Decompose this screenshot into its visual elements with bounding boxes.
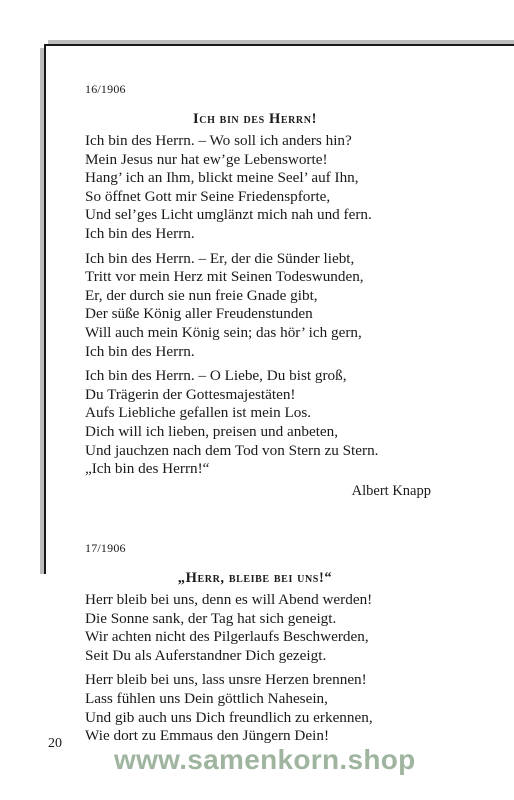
poem-1-stanza-1 — [85, 132, 425, 244]
poem-line: Ich bin des Herrn. — [85, 224, 195, 242]
poem-1-title: Ich bin des Herrn! — [193, 111, 317, 127]
poem-line: Ich bin des Herrn. — [85, 342, 195, 360]
poem-2-title: „Herr, bleibe bei uns!“ — [177, 570, 333, 586]
poem-1-number: 16/1906 — [85, 82, 126, 96]
poem-2-number: 17/1906 — [85, 541, 126, 555]
poem-line: Der süße König aller Freudenstunden — [85, 305, 313, 323]
poem-line: Tritt vor mein Herz mit Seinen Todeswunden, — [85, 268, 364, 286]
frame-border-left — [44, 44, 46, 574]
watermark-link[interactable]: www.samenkorn.shop — [114, 744, 416, 775]
poem-2-stanza-1 — [85, 591, 425, 665]
poem-1 — [85, 82, 431, 503]
poem-1-author: Albert Knapp — [351, 482, 431, 499]
poem-line: Du Trägerin der Gottesmajestäten! — [85, 385, 296, 403]
poem-line: Ich bin des Herrn. – Er, der die Sünder liebt, — [85, 249, 355, 267]
poem-line: „Ich bin des Herrn!“ — [85, 460, 210, 478]
poem-1-stanza-3 — [85, 367, 425, 479]
poem-line: Herr bleib bei uns, denn es will Abend werden! — [85, 591, 373, 608]
poem-line: Ich bin des Herrn. – O Liebe, Du bist groß, — [85, 367, 347, 385]
poem-line: Wir achten nicht des Pilgerlaufs Beschwerden, — [85, 628, 369, 646]
poem-line: Lass fühlen uns Dein göttlich Nahesein, — [85, 689, 328, 707]
poem-line: Seit Du als Auferstandner Dich gezeigt. — [85, 646, 327, 664]
poem-line: Wie dort zu Emmaus den Jüngern Dein! — [85, 727, 330, 745]
page-number: 20 — [48, 736, 62, 751]
poem-line: Dich will ich lieben, preisen und anbeten, — [85, 422, 339, 440]
poem-line: Hang’ ich an Ihm, blickt meine Seel’ auf Ihn, — [85, 169, 359, 187]
poem-line: Mein Jesus nur hat ew’ge Lebensworte! — [85, 150, 328, 168]
poem-line: Und jauchzen nach dem Tod von Stern zu Stern. — [85, 441, 379, 459]
poem-line: Er, der durch sie nun freie Gnade gibt, — [85, 286, 318, 304]
poem-line: So öffnet Gott mir Seine Friedenspforte, — [85, 187, 331, 205]
poem-line: Die Sonne sank, der Tag hat sich geneigt. — [85, 609, 337, 627]
poem-line: Will auch mein König sein; das hör’ ich gern, — [85, 323, 362, 341]
poem-line: Herr bleib bei uns, lass unsre Herzen brennen! — [85, 671, 367, 689]
poem-2 — [85, 541, 425, 746]
frame-border-top — [44, 44, 514, 46]
poem-1-stanza-2 — [85, 250, 425, 362]
poem-line: Und gib auch uns Dich freundlich zu erkennen, — [85, 708, 373, 726]
poem-2-stanza-2 — [85, 671, 425, 745]
poem-line: Aufs Liebliche gefallen ist mein Los. — [85, 404, 312, 422]
poem-line: Und sel’ges Licht umglänzt mich nah und fern. — [85, 206, 372, 224]
poem-line: Ich bin des Herrn. – Wo soll ich anders hin? — [85, 132, 352, 149]
